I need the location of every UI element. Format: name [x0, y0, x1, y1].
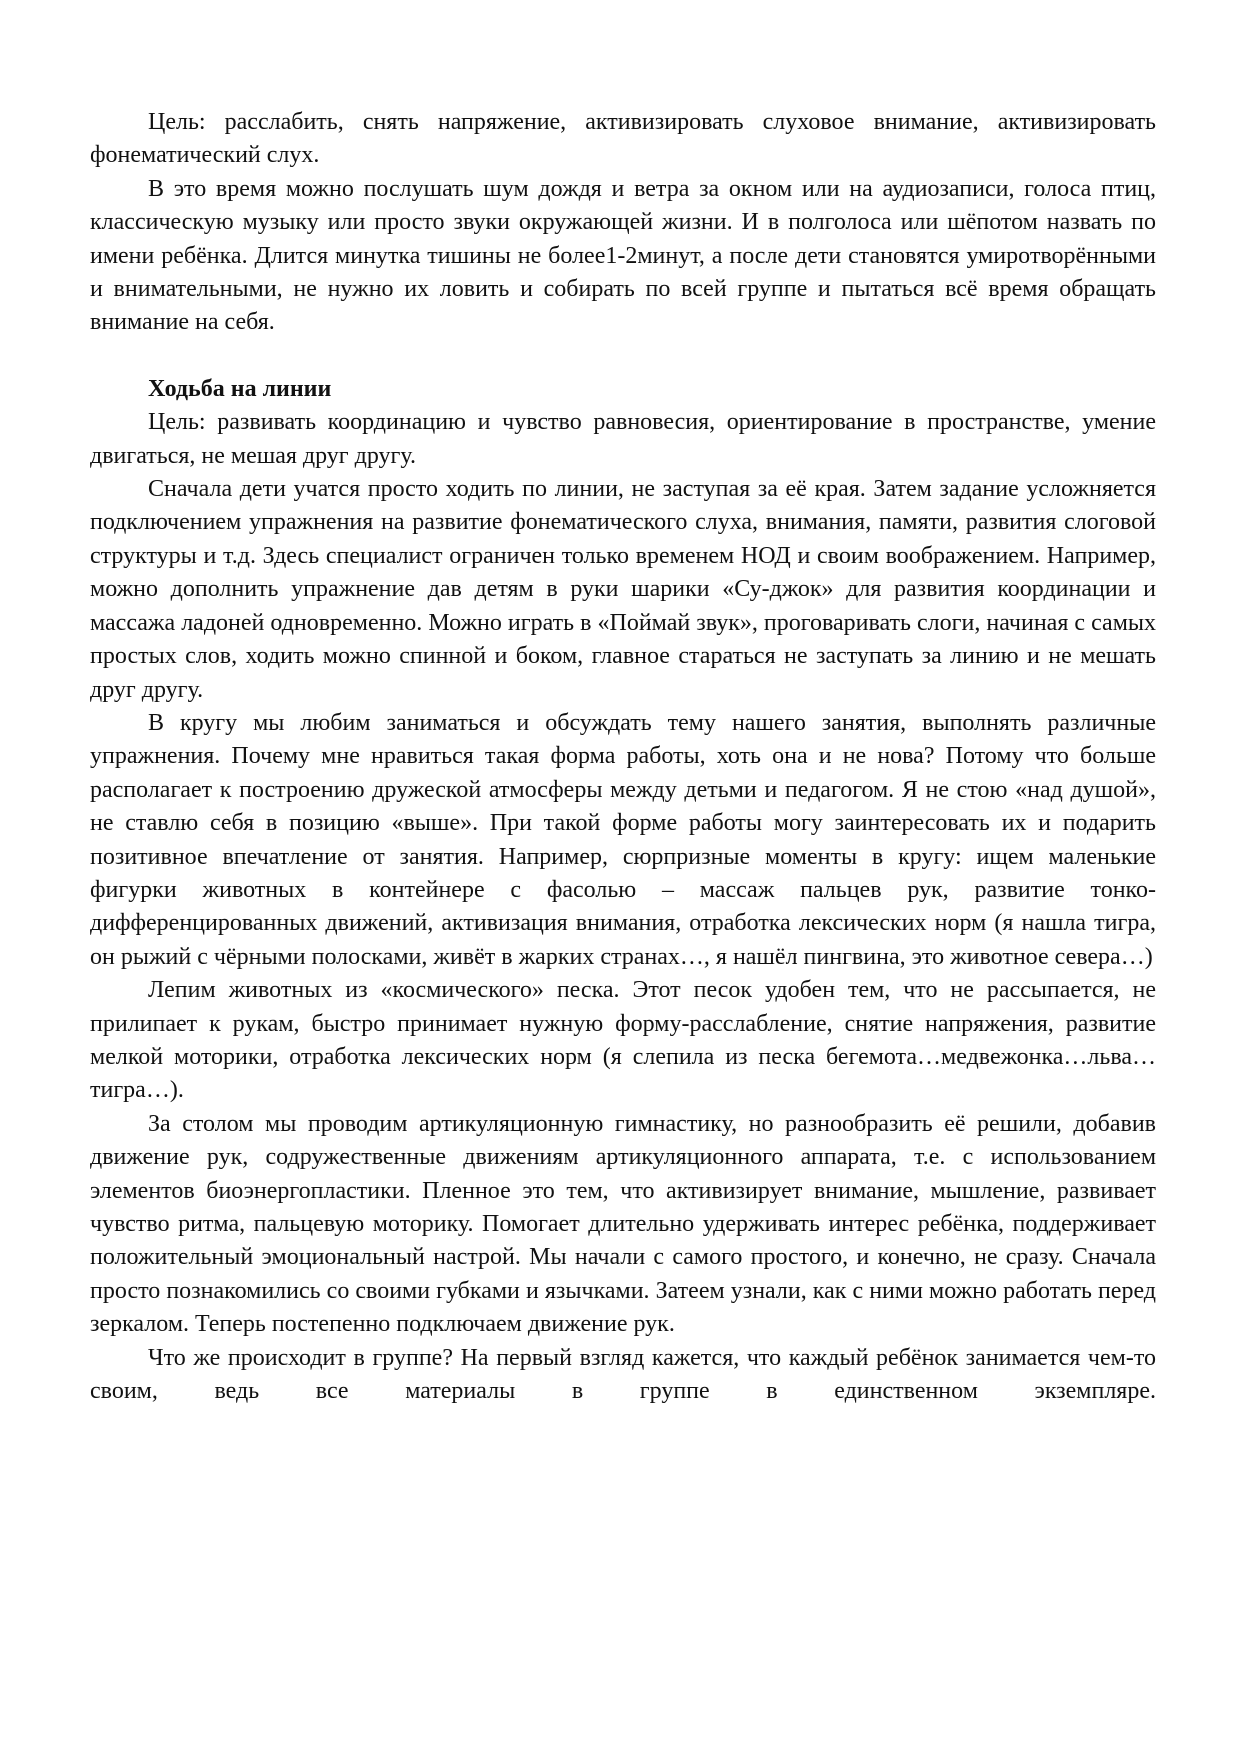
paragraph-articulation: За столом мы проводим артикуляционную гимнастику, но разнообразить её решили, добавив движение рук, содружественные движениям артикуляционного аппарата, т.е. с использованием элементов биоэнергопластики. Пленное это тем, что активизирует внимание, мышление, развивает чувство ритма, пальцевую моторику. Помогает длительно удерживать интерес ребёнка, поддерживает положительный эмоциональный настрой. Мы начали с самого простого, и конечно, не сразу. Сначала просто познакомились со своими губками и язычками. Затеем узнали, как с ними можно работать перед зеркалом. Теперь постепенно подключаем движение рук. [90, 1110, 1156, 1338]
paragraph-walking-line: Сначала дети учатся просто ходить по линии, не заступая за её края. Затем задание усложняется подключением упражнения на развитие фонематического слуха, внимания, памяти, развития слоговой структуры и т.д. Здесь специалист ограничен только временем НОД и своим воображением. Например, можно дополнить упражнение дав детям в руки шарики «Су-джок» для развития координации и массажа ладоней одновременно. Можно играть в «Поймай звук», проговаривать слоги, начиная с самых простых слов, ходить можно спинной и боком, главное стараться не заступать за линию и не мешать друг другу. [90, 476, 1156, 703]
section-heading: Ходьба на линии [148, 375, 332, 402]
paragraph-goal-silence: Цель: расслабить, снять напряжение, активизировать слуховое внимание, активизировать фонематический слух. [90, 109, 1156, 169]
paragraph-group: Что же происходит в группе? На первый взгляд кажется, что каждый ребёнок занимается чем-то своим, ведь все материалы в группе в единственном экземпляре. [90, 1344, 1156, 1405]
document-page [90, 106, 1156, 1408]
paragraph-circle: В кругу мы любим заниматься и обсуждать тему нашего занятия, выполнять различные упражнения. Почему мне нравиться такая форма работы, хоть она и не нова? Потому что больше располагает к построению дружеской атмосферы между детьми и педагогом. Я не стою «над душой», не ставлю себя в позицию «выше». При такой форме работы могу заинтересовать их и подарить позитивное впечатление от занятия. Например, сюрпризные моменты в кругу: ищем маленькие фигурки животных в контейнере с фасолью – массаж пальцев рук, развитие тонко-дифференцированных движений, активизация внимания, отработка лексических норм (я нашла тигра, он рыжий с чёрными полосками, живёт в жарких странах…, я нашёл пингвина, это животное севера…) [90, 709, 1156, 970]
paragraph-sand: Лепим животных из «космического» песка. Этот песок удобен тем, что не рассыпается, не прилипает к рукам, быстро принимает нужную форму-расслабление, снятие напряжения, развитие мелкой моторики, отработка лексических норм (я слепила из песка бегемота…медвежонка…льва…тигра…). [90, 977, 1156, 1104]
paragraph-silence-minute: В это время можно послушать шум дождя и ветра за окном или на аудиозаписи, голоса птиц, классическую музыку или просто звуки окружающей жизни. И в полголоса или шёпотом назвать по имени ребёнка. Длится минутка тишины не более1-2минут, а после дети становятся умиротворёнными и внимательными, не нужно их ловить и собирать по всей группе и пытаться всё время обращать внимание на себя. [90, 175, 1156, 336]
paragraph-goal-walking: Цель: развивать координацию и чувство равновесия, ориентирование в пространстве, умение двигаться, не мешая друг другу. [90, 409, 1156, 469]
